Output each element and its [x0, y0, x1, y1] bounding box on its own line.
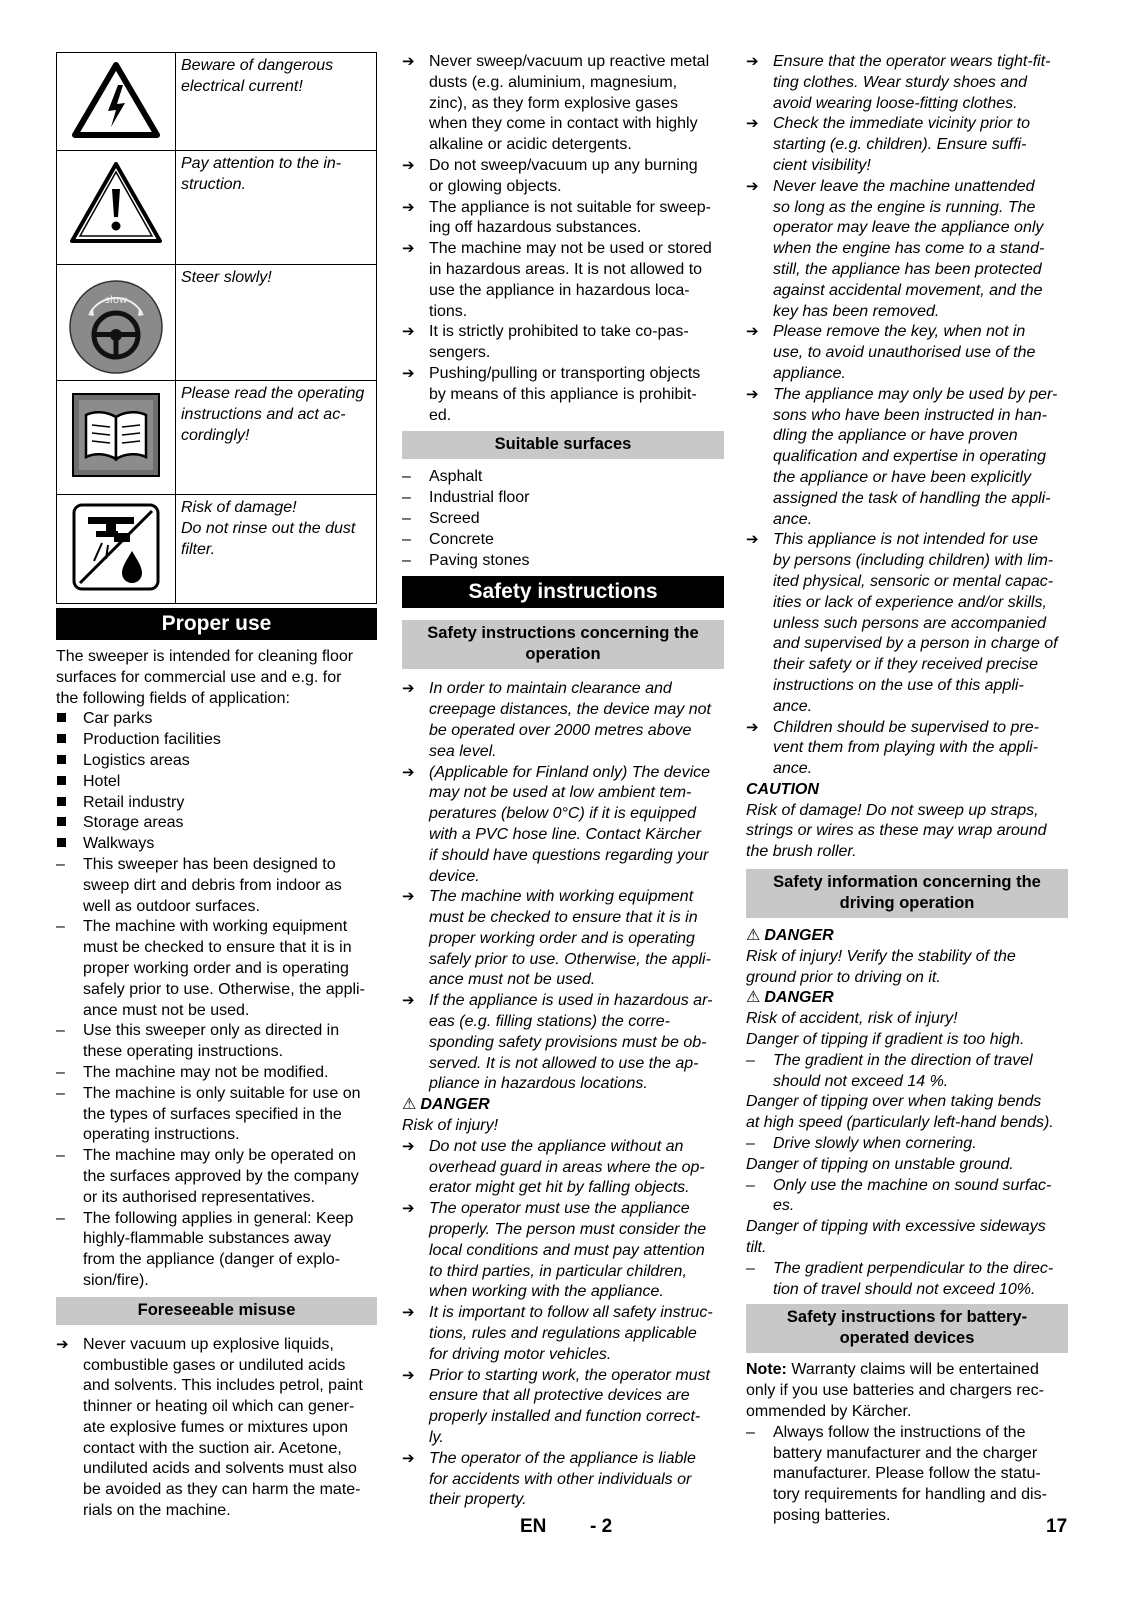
- dash-bullet: [56, 1084, 78, 1105]
- driving-safety-heading: Safety information concerning the driving operation: [746, 869, 1068, 918]
- safety-instructions-heading: Safety instructions: [402, 576, 724, 608]
- operation-safety-list: [402, 679, 724, 1095]
- list-item: Hotel: [56, 772, 377, 793]
- square-bullet: [56, 772, 78, 793]
- column-1: [56, 52, 377, 1522]
- misuse-list-continued: [402, 52, 724, 426]
- list-item: ➔ Do not sweep/vacuum up any burning or glowing objects.: [402, 156, 724, 198]
- symbol-icon-cell: [57, 151, 176, 265]
- list-item: ➔ Never sweep/vacuum up reactive metal dusts (e.g. aluminium, magnesium, zinc), as they form explosive gases when they come in contact with highly alkaline or acidic detergents.: [402, 52, 724, 156]
- danger-safety-list-continued: [746, 52, 1068, 780]
- list-item: – Drive slowly when cornering.: [746, 1134, 1068, 1155]
- symbol-icon-cell: [57, 381, 176, 495]
- danger-safety-list: [402, 1137, 724, 1511]
- warning-triangle-icon: ⚠: [402, 1096, 417, 1114]
- list-item: – The machine is only suitable for use on the types of surfaces specified in the operating instructions.: [56, 1084, 377, 1146]
- arrow-right-icon: [746, 718, 768, 739]
- electrical-warning-icon: [71, 59, 161, 139]
- symbol-text: Steer slowly!: [176, 265, 377, 381]
- caution-label: CAUTION: [746, 780, 819, 798]
- column-2: [402, 52, 724, 1511]
- dash-bullet: [746, 1423, 768, 1444]
- list-item: Logistics areas: [56, 751, 377, 772]
- dash-bullet: [402, 467, 424, 488]
- symbol-text: Pay attention to the in- struction.: [176, 151, 377, 265]
- arrow-right-icon: [746, 52, 768, 73]
- proper-use-heading: Proper use: [56, 608, 377, 640]
- proper-use-rules-list: [56, 855, 377, 1292]
- misuse-list: [56, 1335, 377, 1522]
- list-item: – The gradient perpendicular to the direc- tion of travel should not exceed 10%.: [746, 1259, 1068, 1301]
- battery-safety-heading: Safety instructions for battery- operated devices: [746, 1304, 1068, 1353]
- arrow-right-icon: [402, 1366, 424, 1387]
- arrow-right-icon: [746, 114, 768, 135]
- foreseeable-misuse-heading: Foreseeable misuse: [56, 1297, 377, 1325]
- arrow-right-icon: [402, 1137, 424, 1158]
- dash-bullet: [402, 509, 424, 530]
- dash-bullet: [402, 551, 424, 572]
- dash-bullet: [746, 1176, 768, 1197]
- battery-note: Note: Warranty claims will be entertained only if you use batteries and chargers rec- ommended by Kärcher. – Always follow the instructions of the battery manufacturer and the charger manufacturer. Please follow the statu- tory requirements for handling and dis- posing batteries.: [746, 1360, 1068, 1526]
- list-item: – Use this sweeper only as directed in these operating instructions.: [56, 1021, 377, 1063]
- list-item: ➔ This appliance is not intended for use by persons (including children) with lim- ited physical, sensoric or mental capac- ities or lack of experience and/or skills, unless such persons are accompanied and supervised by a person in charge of their safety or if they received precise instructions on the use of this appli- ance.: [746, 530, 1068, 717]
- list-item: ➔ Do not use the appliance without an overhead guard in areas where the op- erator might get hit by falling objects.: [402, 1137, 724, 1199]
- symbol-icon-cell: [57, 265, 176, 381]
- list-item: – The machine with working equipment must be checked to ensure that it is in proper working order and is operating safely prior to use. Otherwise, the appli- ance must not be used.: [56, 917, 377, 1021]
- square-bullet: [56, 709, 78, 730]
- list-item: – The machine may only be operated on the surfaces approved by the company or its authorised representatives.: [56, 1146, 377, 1208]
- symbol-text: Beware of dangerous electrical current!: [176, 53, 377, 151]
- list-item: ➔ If the appliance is used in hazardous ar- eas (e.g. filling stations) the corre- sponding safety provisions must be ob- served. It is not allowed to use the ap- pliance in hazardous locations.: [402, 991, 724, 1095]
- footer-page-code: - 2: [590, 1516, 613, 1537]
- footer-language: EN: [520, 1516, 547, 1537]
- list-item: – Always follow the instructions of the battery manufacturer and the charger manufacturer. Please follow the statu- tory requirements for handling and dis- posing batteries.: [746, 1423, 1068, 1527]
- dash-bullet: [56, 917, 78, 938]
- arrow-right-icon: [402, 239, 424, 260]
- dash-bullet: [402, 488, 424, 509]
- list-item: Walkways: [56, 834, 377, 855]
- read-manual-icon: [72, 393, 160, 477]
- list-item: ➔ Prior to starting work, the operator must ensure that all protective devices are properly installed and function correct- ly.: [402, 1366, 724, 1449]
- list-item: – The machine may not be modified.: [56, 1063, 377, 1084]
- list-item: Storage areas: [56, 813, 377, 834]
- dash-bullet: [746, 1134, 768, 1155]
- list-item: – This sweeper has been designed to sweep dirt and debris from indoor as well as outdoor surfaces.: [56, 855, 377, 917]
- attention-warning-icon: [68, 159, 164, 245]
- arrow-right-icon: [402, 679, 424, 700]
- dash-bullet: [402, 530, 424, 551]
- arrow-right-icon: [402, 198, 424, 219]
- dash-bullet: [56, 855, 78, 876]
- list-item: – Concrete: [402, 530, 724, 551]
- driving-safety-content: ⚠ DANGER Risk of injury! Verify the stability of the ground prior to driving on it. ⚠ DANGER Risk of accident, risk of injury! Danger of tipping if gradient is too high. – The gradient in the direction of travel should not exceed 14 %. Danger of tipping over when taking bends at high speed (particularly left-hand bends). – Drive slowly when cornering. Danger of tipping on unstable ground. – Only use the machine on sound surfac- es. Danger of tipping with excessive sideways tilt. – The gradient perpendicular to the direc- tion of travel should not exceed 10%.: [746, 926, 1068, 1300]
- danger-label: ⚠ DANGER: [746, 927, 834, 945]
- caution-text: Risk of damage! Do not sweep up straps, strings or wires as these may wrap around the brush roller.: [746, 801, 1047, 861]
- no-rinse-filter-icon: [72, 503, 160, 591]
- symbol-row: [57, 381, 377, 495]
- warning-triangle-icon: ⚠: [746, 927, 761, 945]
- arrow-right-icon: [402, 364, 424, 385]
- symbol-row: [57, 265, 377, 381]
- list-item: ➔ The operator of the appliance is liable for accidents with other individuals or their property.: [402, 1449, 724, 1511]
- square-bullet: [56, 813, 78, 834]
- square-bullet: [56, 834, 78, 855]
- list-item: ➔ Ensure that the operator wears tight-fit- ting clothes. Wear sturdy shoes and avoid wearing loose-fitting clothes.: [746, 52, 1068, 114]
- list-item: ➔ In order to maintain clearance and creepage distances, the device may not be operated over 2000 metres above sea level.: [402, 679, 724, 762]
- arrow-right-icon: [402, 1449, 424, 1470]
- list-item: ➔ Check the immediate vicinity prior to starting (e.g. children). Ensure suffi- cient visibility!: [746, 114, 1068, 176]
- list-item: ➔ The operator must use the appliance properly. The person must consider the local conditions and must pay attention to third parties, in particular children, when working with the appliance.: [402, 1199, 724, 1303]
- footer-page-number: 17: [1046, 1516, 1068, 1537]
- list-item: ➔ The appliance may only be used by per- sons who have been instructed in han- dling the appliance or have proven qualification and expertise in operating the appliance or have been explicitly assigned the task of handling the appli- ance.: [746, 385, 1068, 531]
- arrow-right-icon: [402, 322, 424, 343]
- dash-bullet: [56, 1021, 78, 1042]
- list-item: Production facilities: [56, 730, 377, 751]
- list-item: – Industrial floor: [402, 488, 724, 509]
- arrow-right-icon: [746, 385, 768, 406]
- list-item: – Only use the machine on sound surfac- es.: [746, 1176, 1068, 1218]
- application-fields-list: [56, 709, 377, 855]
- svg-text:slow: slow: [104, 295, 128, 306]
- list-item: – Paving stones: [402, 551, 724, 572]
- suitable-surfaces-heading: Suitable surfaces: [402, 431, 724, 459]
- list-item: ➔ (Applicable for Finland only) The device may not be used at low ambient tem- peratures (below 0°C) if it is equipped with a PVC hose line. Contact Kärcher if should have questions regarding your device.: [402, 763, 724, 888]
- symbol-text: Please read the operating instructions and act ac- cordingly!: [176, 381, 377, 495]
- arrow-right-icon: [746, 530, 768, 551]
- list-item: – Screed: [402, 509, 724, 530]
- dash-bullet: [56, 1063, 78, 1084]
- square-bullet: [56, 730, 78, 751]
- arrow-right-icon: [746, 177, 768, 198]
- list-item: ➔ The machine with working equipment must be checked to ensure that it is in proper working order and is operating safely prior to use. Otherwise, the appli- ance must not be used.: [402, 887, 724, 991]
- arrow-right-icon: [402, 763, 424, 784]
- list-item: ➔ Never leave the machine unattended so long as the engine is running. The operator may leave the appliance only when the engine has come to a stand- still, the appliance has been protected against accidental movement, and the key has been removed.: [746, 177, 1068, 323]
- arrow-right-icon: [402, 887, 424, 908]
- symbol-icon-cell: [57, 53, 176, 151]
- symbol-row: [57, 53, 377, 151]
- danger-label: ⚠ DANGER: [402, 1096, 490, 1114]
- list-item: – The following applies in general: Keep highly-flammable substances away from the appliance (danger of explo- sion/fire).: [56, 1209, 377, 1292]
- symbol-icon-cell: [57, 495, 176, 604]
- proper-use-intro: The sweeper is intended for cleaning floor surfaces for commercial use and e.g. for the following fields of application:: [56, 648, 354, 707]
- warning-triangle-icon: ⚠: [746, 989, 761, 1007]
- dash-bullet: [746, 1051, 768, 1072]
- list-item: ➔ It is important to follow all safety instruc- tions, rules and regulations applicable for driving motor vehicles.: [402, 1303, 724, 1365]
- operation-safety-heading: Safety instructions concerning the operation: [402, 620, 724, 669]
- list-item: ➔ Never vacuum up explosive liquids, combustible gases or undiluted acids and solvents. This includes petrol, paint thinner or heating oil which can gener- ate explosive fumes or mixtures upon contact with the suction air. Acetone, undiluted acids and solvents must also be avoided as they can harm the mate- rials on the machine.: [56, 1335, 377, 1522]
- arrow-right-icon: [402, 52, 424, 73]
- danger-text: Risk of injury!: [402, 1117, 499, 1135]
- symbol-row: [57, 151, 377, 265]
- list-item: ➔ Children should be supervised to pre- vent them from playing with the appli- ance.: [746, 718, 1068, 780]
- suitable-surfaces-list: [402, 467, 724, 571]
- square-bullet: [56, 751, 78, 772]
- square-bullet: [56, 793, 78, 814]
- danger-label: ⚠ DANGER: [746, 989, 834, 1007]
- list-item: ➔ The appliance is not suitable for sweep- ing off hazardous substances.: [402, 198, 724, 240]
- arrow-right-icon: [402, 1199, 424, 1220]
- symbol-table: [56, 52, 377, 604]
- symbol-text: Risk of damage! Do not rinse out the dust filter.: [176, 495, 377, 604]
- dash-bullet: [56, 1209, 78, 1230]
- list-item: ➔ Please remove the key, when not in use, to avoid unauthorised use of the appliance.: [746, 322, 1068, 384]
- list-item: ➔ Pushing/pulling or transporting objects by means of this appliance is prohibit- ed.: [402, 364, 724, 426]
- arrow-right-icon: [402, 1303, 424, 1324]
- list-item: ➔ The machine may not be used or stored in hazardous areas. It is not allowed to use the appliance in hazardous loca- tions.: [402, 239, 724, 322]
- list-item: Car parks: [56, 709, 377, 730]
- arrow-right-icon: [402, 991, 424, 1012]
- list-item: – The gradient in the direction of travel should not exceed 14 %.: [746, 1051, 1068, 1093]
- list-item: ➔ It is strictly prohibited to take co-pas- sengers.: [402, 322, 724, 364]
- arrow-right-icon: [746, 322, 768, 343]
- arrow-right-icon: [402, 156, 424, 177]
- dash-bullet: [746, 1259, 768, 1280]
- steer-slowly-icon: [68, 279, 164, 375]
- list-item: Retail industry: [56, 793, 377, 814]
- column-3: [746, 52, 1068, 1527]
- list-item: – Asphalt: [402, 467, 724, 488]
- symbol-row: [57, 495, 377, 604]
- arrow-right-icon: [56, 1335, 78, 1356]
- dash-bullet: [56, 1146, 78, 1167]
